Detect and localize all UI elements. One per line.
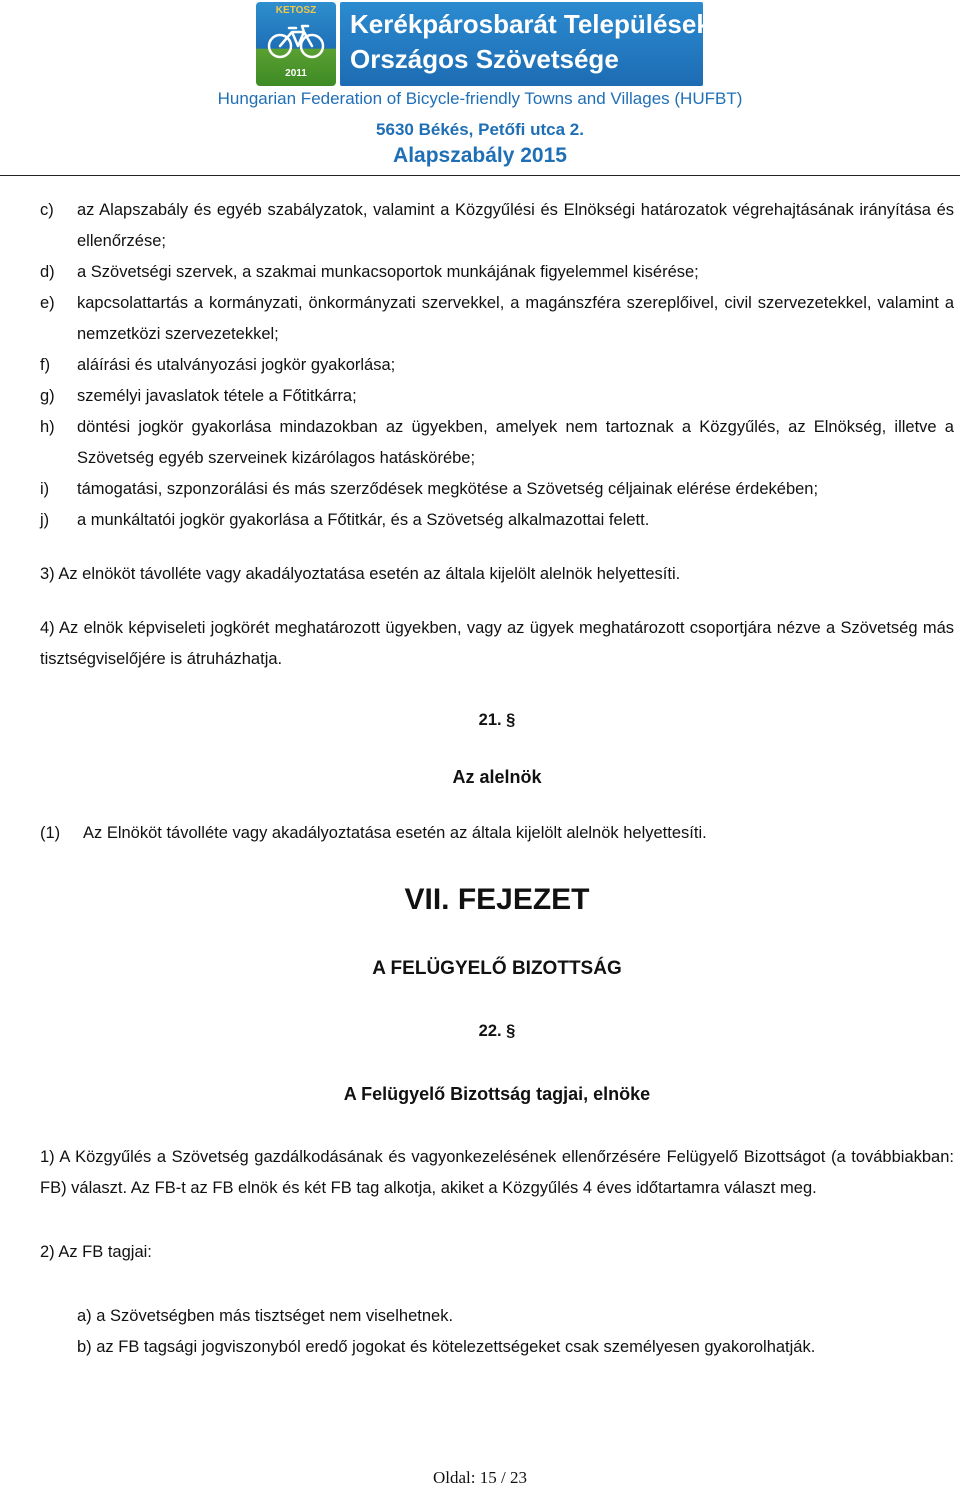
chapter-title: A FELÜGYELŐ BIZOTTSÁG	[372, 958, 622, 979]
section-22-number: 22. §	[478, 1022, 516, 1040]
paragraph-marker: (1)	[40, 824, 61, 842]
page-separator: /	[501, 1468, 506, 1487]
duties-list	[40, 195, 954, 536]
list-marker: g)	[40, 387, 55, 405]
list-marker: d)	[40, 263, 55, 281]
list-item-text: kapcsolattartás a kormányzati, önkormányzati szervekkel, a magánszféra szereplőivel, civil szervezetekkel, valamint a nemzetközi szervezetekkel;	[77, 294, 954, 343]
list-item	[40, 350, 954, 381]
section-21-title: Az alelnök	[452, 767, 542, 787]
address: 5630 Békés, Petőfi utca 2.	[376, 120, 584, 139]
paragraph-text: Az Elnököt távolléte vagy akadályoztatása esetén az általa kijelölt alelnök helyettesíti.	[83, 824, 707, 842]
fb-members-rules	[40, 1301, 954, 1363]
logo-banner	[340, 2, 711, 86]
list-item	[40, 381, 954, 412]
header-divider	[0, 175, 960, 176]
bicycle-emblem-icon	[256, 2, 336, 86]
paragraph-3: 3) Az elnököt távolléte vagy akadályoztatása esetén az általa kijelölt alelnök helyettesíti.	[40, 565, 681, 583]
list-item	[40, 412, 954, 474]
section-22-paragraph-2: 2) Az FB tagjai:	[40, 1243, 152, 1261]
logo-line-1: Kerékpárosbarát Települések	[350, 9, 711, 39]
list-item	[40, 288, 954, 350]
paragraph-4: 4) Az elnök képviseleti jogkörét meghatározott ügyekben, vagy az ügyek meghatározott csoportjára nézve a Szövetség más tisztségviselőjére is átruházhatja.	[40, 619, 954, 668]
list-item-text: a munkáltatói jogkör gyakorlása a Főtitkár, és a Szövetség alkalmazottai felett.	[77, 511, 650, 529]
page-footer	[0, 1468, 960, 1488]
list-marker: j)	[40, 511, 50, 529]
list-item: a) a Szövetségben más tisztséget nem viselhetnek.	[77, 1307, 454, 1325]
list-marker: e)	[40, 294, 55, 312]
organization-logo	[256, 2, 711, 86]
list-item-text: személyi javaslatok tétele a Főtitkárra;	[77, 387, 357, 405]
list-item	[40, 195, 954, 257]
section-22-paragraph-1: 1) A Közgyűlés a Szövetség gazdálkodásának és vagyonkezelésének ellenőrzésére Felügyelő Bizottságot (a továbbiakban: FB) választ. Az FB-t az FB elnök és két FB tag alkotja, akiket a Közgyűlés 4 éves időtartamra választ meg.	[40, 1148, 954, 1197]
list-item	[40, 474, 954, 505]
page-number: 15	[479, 1468, 497, 1487]
list-item-text: aláírási és utalványozási jogkör gyakorlása;	[77, 356, 396, 374]
list-marker: i)	[40, 480, 50, 498]
list-item: b) az FB tagsági jogviszonyból eredő jogokat és kötelezettségeket csak személyesen gyakorolhatják.	[77, 1338, 816, 1356]
section-21-paragraph-1	[40, 818, 954, 849]
list-marker: c)	[40, 201, 54, 219]
page-total: 23	[509, 1468, 527, 1487]
list-item-text: a Szövetségi szervek, a szakmai munkacsoportok munkájának figyelemmel kisérése;	[77, 263, 699, 281]
document-title: Alapszabály 2015	[393, 144, 567, 167]
page-label: Oldal:	[433, 1468, 476, 1487]
page-header	[0, 0, 960, 176]
list-item-text: az Alapszabály és egyéb szabályzatok, valamint a Közgyűlési és Elnökségi határozatok végrehajtásának irányítása és ellenőrzése;	[77, 201, 954, 250]
section-22-title: A Felügyelő Bizottság tagjai, elnöke	[343, 1084, 651, 1104]
list-marker: h)	[40, 418, 55, 436]
list-item	[40, 505, 954, 536]
list-marker: f)	[40, 356, 51, 374]
federation-name: Hungarian Federation of Bicycle-friendly Towns and Villages (HUFBT)	[217, 89, 743, 108]
chapter-heading: VII. FEJEZET	[404, 883, 590, 916]
document-body	[40, 195, 954, 1363]
list-item-text: döntési jogkör gyakorlása mindazokban az ügyekben, amelyek nem tartoznak a Közgyűlés, az Elnökség, illetve a Szövetség egyéb szerveinek kizárólagos hatáskörébe;	[77, 418, 954, 467]
list-item	[40, 257, 954, 288]
section-21-number: 21. §	[478, 711, 516, 729]
emblem-text: KETOSZ	[275, 5, 317, 16]
logo-line-2: Országos Szövetsége	[350, 44, 619, 74]
emblem-year: 2011	[285, 68, 307, 79]
list-item-text: támogatási, szponzorálási és más szerződések megkötése a Szövetség céljainak elérése érdekében;	[77, 480, 819, 498]
